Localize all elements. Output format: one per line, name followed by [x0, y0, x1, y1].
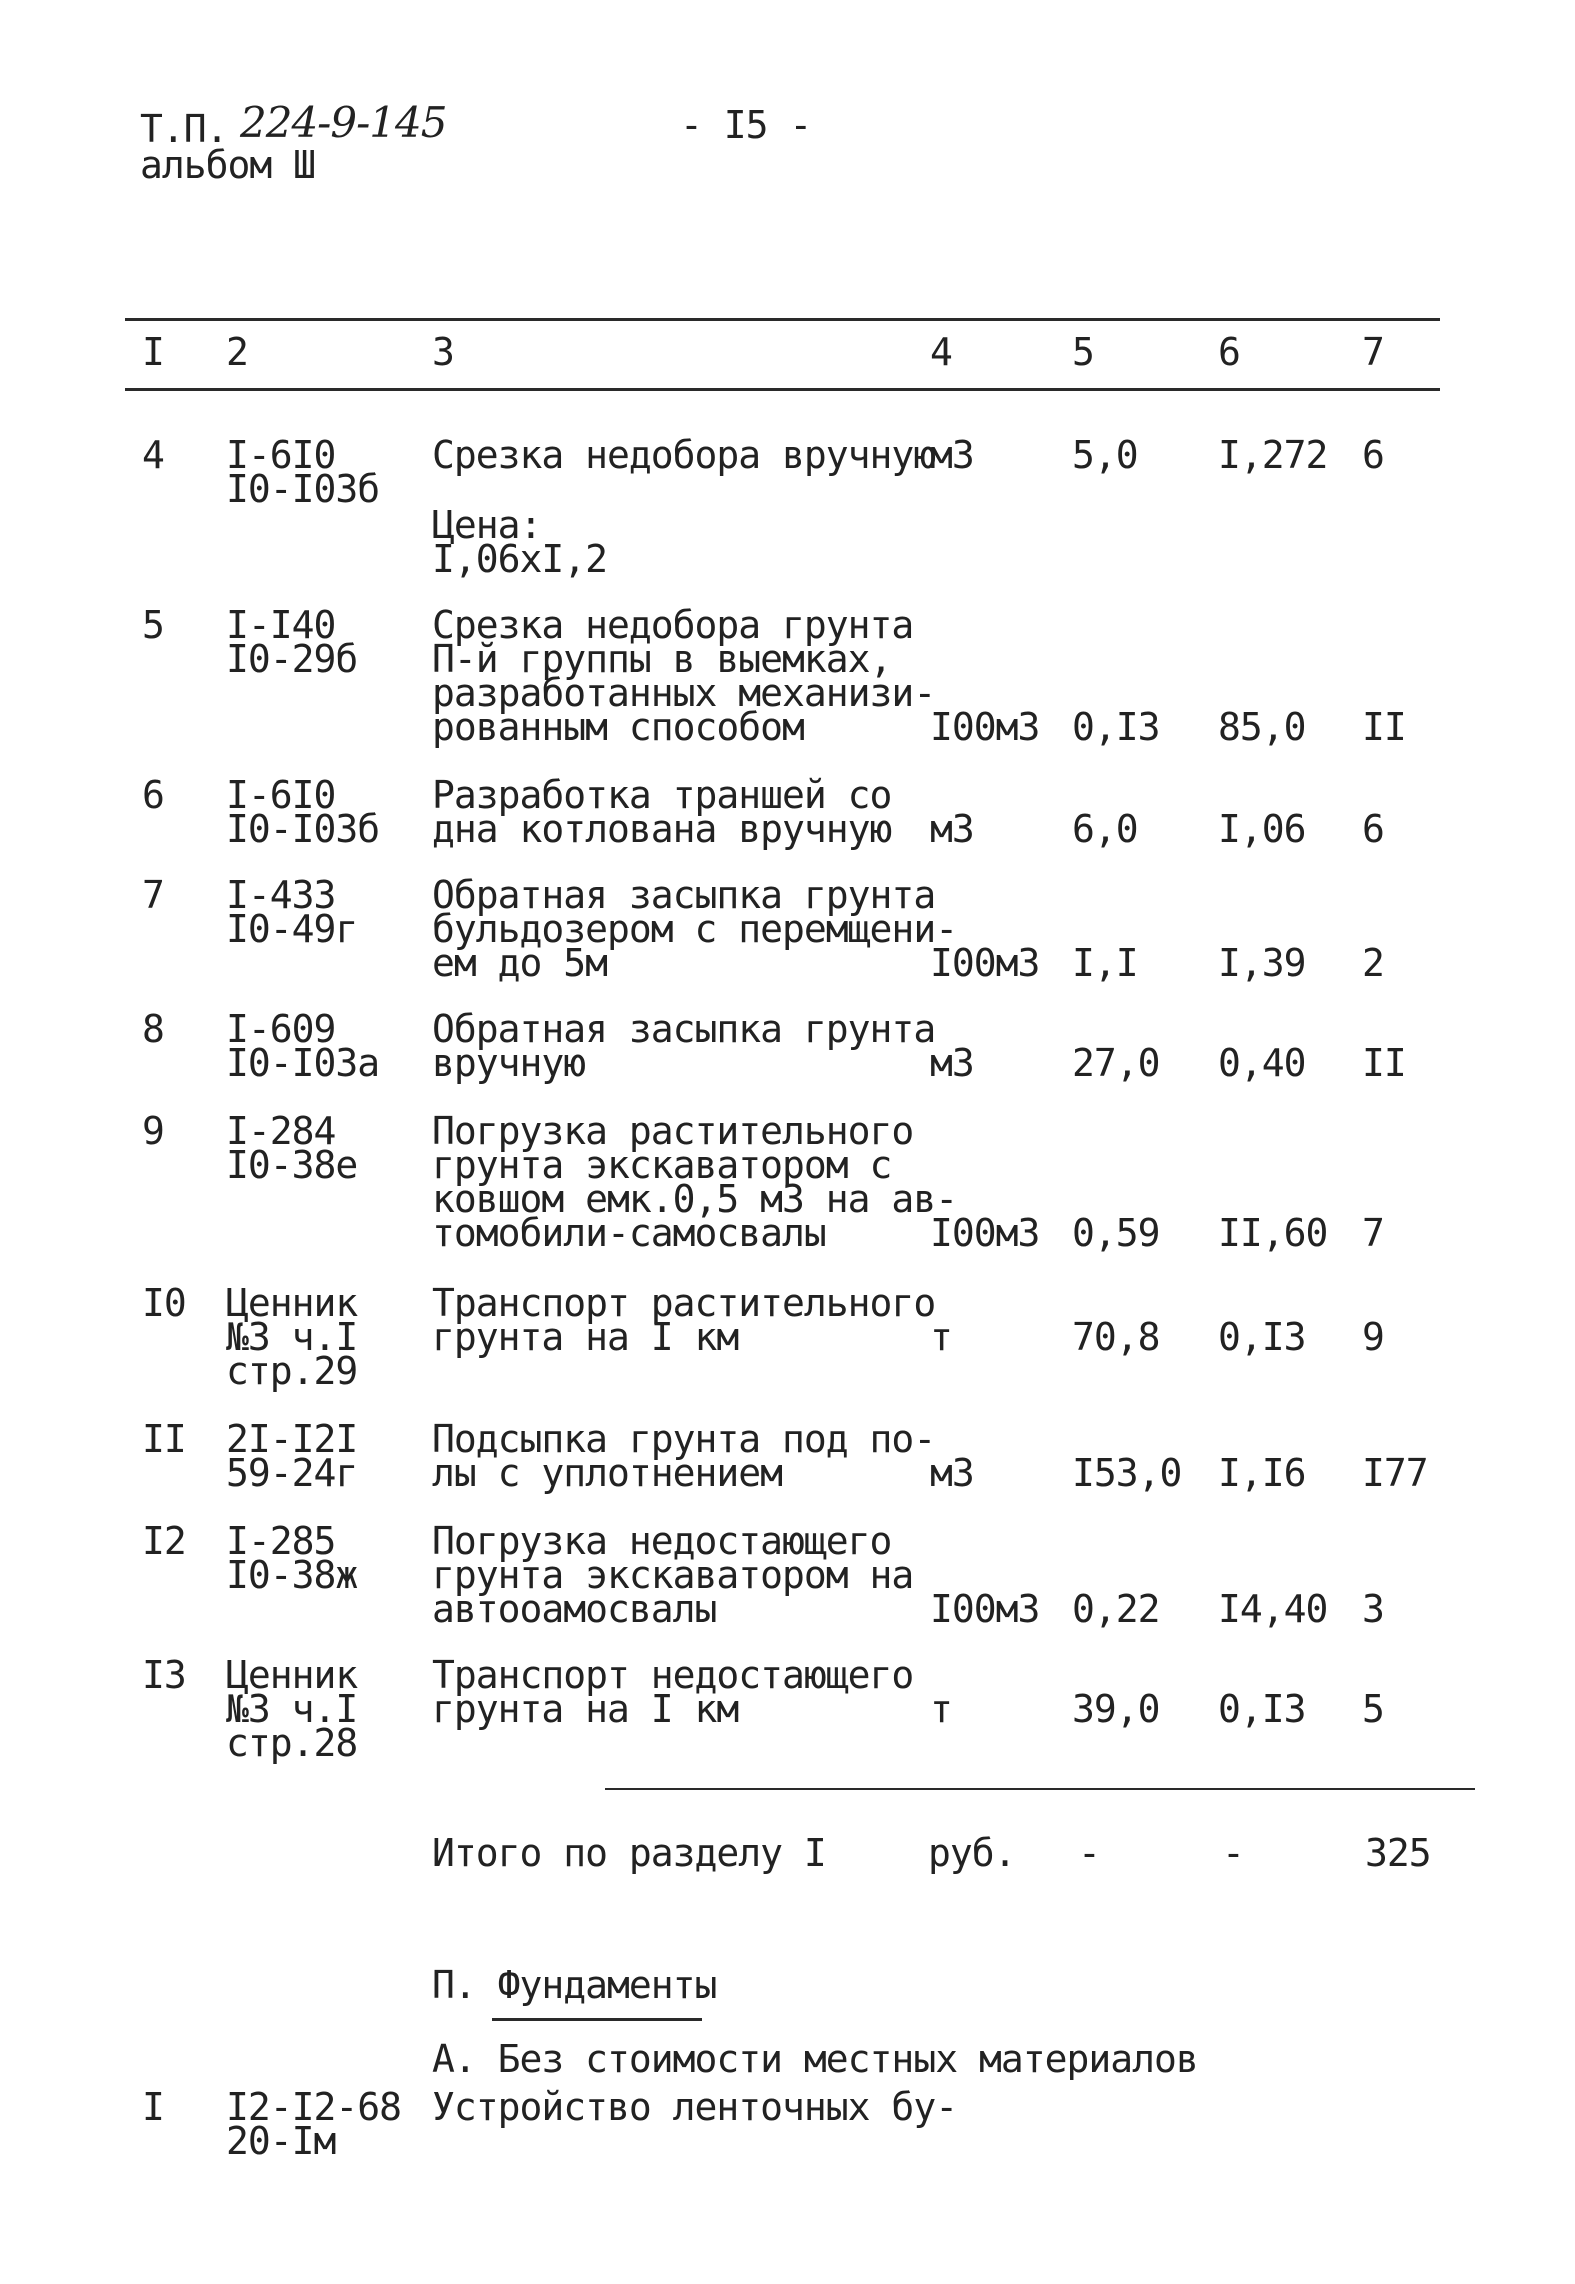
section-title-underline: [492, 2018, 702, 2021]
row-price: II,60: [1218, 1211, 1328, 1255]
last-row-description: Устройство ленточных бу-: [432, 2085, 958, 2129]
row-cost: 2: [1362, 941, 1384, 985]
row-number: 4: [142, 433, 164, 477]
table-top-rule: [125, 318, 1440, 321]
row-number: I3: [142, 1653, 186, 1697]
column-header-3: 3: [432, 330, 454, 374]
row-price: 0,I3: [1218, 1687, 1306, 1731]
row-unit: т: [930, 1315, 952, 1359]
row-code: I-609 I0-I03а: [226, 1007, 380, 1085]
column-header-5: 5: [1072, 330, 1094, 374]
row-quantity: 39,0: [1072, 1687, 1160, 1731]
row-quantity: I,I: [1072, 941, 1138, 985]
row-description: Погрузка растительного грунта экскаватором с ковшом емк.0,5 м3 на ав- томобили-самосвалы: [432, 1109, 958, 1255]
row-quantity: 5,0: [1072, 433, 1138, 477]
row-cost: II: [1362, 705, 1406, 749]
page-number: - I5 -: [680, 103, 812, 147]
section-title: П. Фундаменты: [432, 1963, 717, 2007]
row-cost: 7: [1362, 1211, 1384, 1255]
row-number: I0: [142, 1281, 186, 1325]
row-code: I-433 I0-49г: [226, 873, 358, 951]
row-quantity: 70,8: [1072, 1315, 1160, 1359]
row-code: I-284 I0-38е: [226, 1109, 358, 1187]
row-description: Обратная засыпка грунта бульдозером с перемщени- ем до 5м: [432, 873, 958, 985]
row-unit: м3: [930, 433, 974, 477]
row-price: I,39: [1218, 941, 1306, 985]
row-number: I2: [142, 1519, 186, 1563]
row-description: Транспорт растительного грунта на I км: [432, 1281, 936, 1359]
row-number: 7: [142, 873, 164, 917]
row-cost: 9: [1362, 1315, 1384, 1359]
row-unit: I00м3: [930, 705, 1040, 749]
row-unit: м3: [930, 1451, 974, 1495]
last-row-number: I: [142, 2085, 164, 2129]
row-description: Подсыпка грунта под по- лы с уплотнением: [432, 1417, 936, 1495]
row-code: Ценник №3 ч.I стр.28: [226, 1653, 358, 1765]
row-number: 6: [142, 773, 164, 817]
row-note: Цена: I,06xI,2: [432, 503, 608, 581]
column-header-7: 7: [1362, 330, 1384, 374]
column-header-2: 2: [226, 330, 248, 374]
row-quantity: 0,59: [1072, 1211, 1160, 1255]
row-description: Срезка недобора грунта П-й группы в выемках, разработанных механизи- рованным способом: [432, 603, 936, 749]
row-price: I,I6: [1218, 1451, 1306, 1495]
row-number: 9: [142, 1109, 164, 1153]
album-label: альбом Ш: [140, 143, 316, 187]
row-cost: 3: [1362, 1587, 1384, 1631]
row-unit: т: [930, 1687, 952, 1731]
doc-number: 224-9-145: [240, 98, 447, 147]
last-row-code: I2-I2-68 20-Iм: [226, 2085, 402, 2163]
row-code: I-I40 I0-29б: [226, 603, 358, 681]
row-code: 2I-I2I 59-24г: [226, 1417, 358, 1495]
row-description: Срезка недобора вручную: [432, 433, 936, 477]
row-cost: 5: [1362, 1687, 1384, 1731]
row-price: 85,0: [1218, 705, 1306, 749]
row-number: 5: [142, 603, 164, 647]
column-header-4: 4: [930, 330, 952, 374]
row-code: Ценник №3 ч.I стр.29: [226, 1281, 358, 1393]
row-description: Транспорт недостающего грунта на I км: [432, 1653, 914, 1731]
row-price: I,272: [1218, 433, 1328, 477]
row-code: I-285 I0-38ж: [226, 1519, 358, 1597]
total-col5: -: [1078, 1831, 1100, 1875]
row-price: I,06: [1218, 807, 1306, 851]
row-unit: м3: [930, 807, 974, 851]
row-price: 0,40: [1218, 1041, 1306, 1085]
table-header-rule: [125, 388, 1440, 391]
total-col6: -: [1222, 1831, 1244, 1875]
row-description: Обратная засыпка грунта вручную: [432, 1007, 936, 1085]
row-number: 8: [142, 1007, 164, 1051]
row-description: Погрузка недостающего грунта экскаватором на автоoамосвалы: [432, 1519, 914, 1631]
row-price: 0,I3: [1218, 1315, 1306, 1359]
row-cost: I77: [1362, 1451, 1428, 1495]
row-quantity: I53,0: [1072, 1451, 1182, 1495]
row-unit: I00м3: [930, 1587, 1040, 1631]
row-quantity: 6,0: [1072, 807, 1138, 851]
column-header-6: 6: [1218, 330, 1240, 374]
row-quantity: 27,0: [1072, 1041, 1160, 1085]
total-unit: руб.: [928, 1831, 1016, 1875]
total-label: Итого по разделу I: [432, 1831, 826, 1875]
section-subtitle: А. Без стоимости местных материалов: [432, 2037, 1198, 2081]
row-cost: 6: [1362, 433, 1384, 477]
row-number: II: [142, 1417, 186, 1461]
row-code: I-6I0 I0-I03б: [226, 433, 380, 511]
row-cost: 6: [1362, 807, 1384, 851]
row-unit: I00м3: [930, 941, 1040, 985]
row-code: I-6I0 I0-I03б: [226, 773, 380, 851]
doc-prefix: Т.П.: [140, 107, 228, 151]
column-header-1: I: [142, 330, 164, 374]
row-quantity: 0,22: [1072, 1587, 1160, 1631]
row-description: Разработка траншей со дна котлована вручную: [432, 773, 892, 851]
total-rule: [605, 1788, 1475, 1790]
row-unit: I00м3: [930, 1211, 1040, 1255]
row-cost: II: [1362, 1041, 1406, 1085]
row-unit: м3: [930, 1041, 974, 1085]
total-value: 325: [1365, 1831, 1431, 1875]
row-quantity: 0,I3: [1072, 705, 1160, 749]
row-price: I4,40: [1218, 1587, 1328, 1631]
